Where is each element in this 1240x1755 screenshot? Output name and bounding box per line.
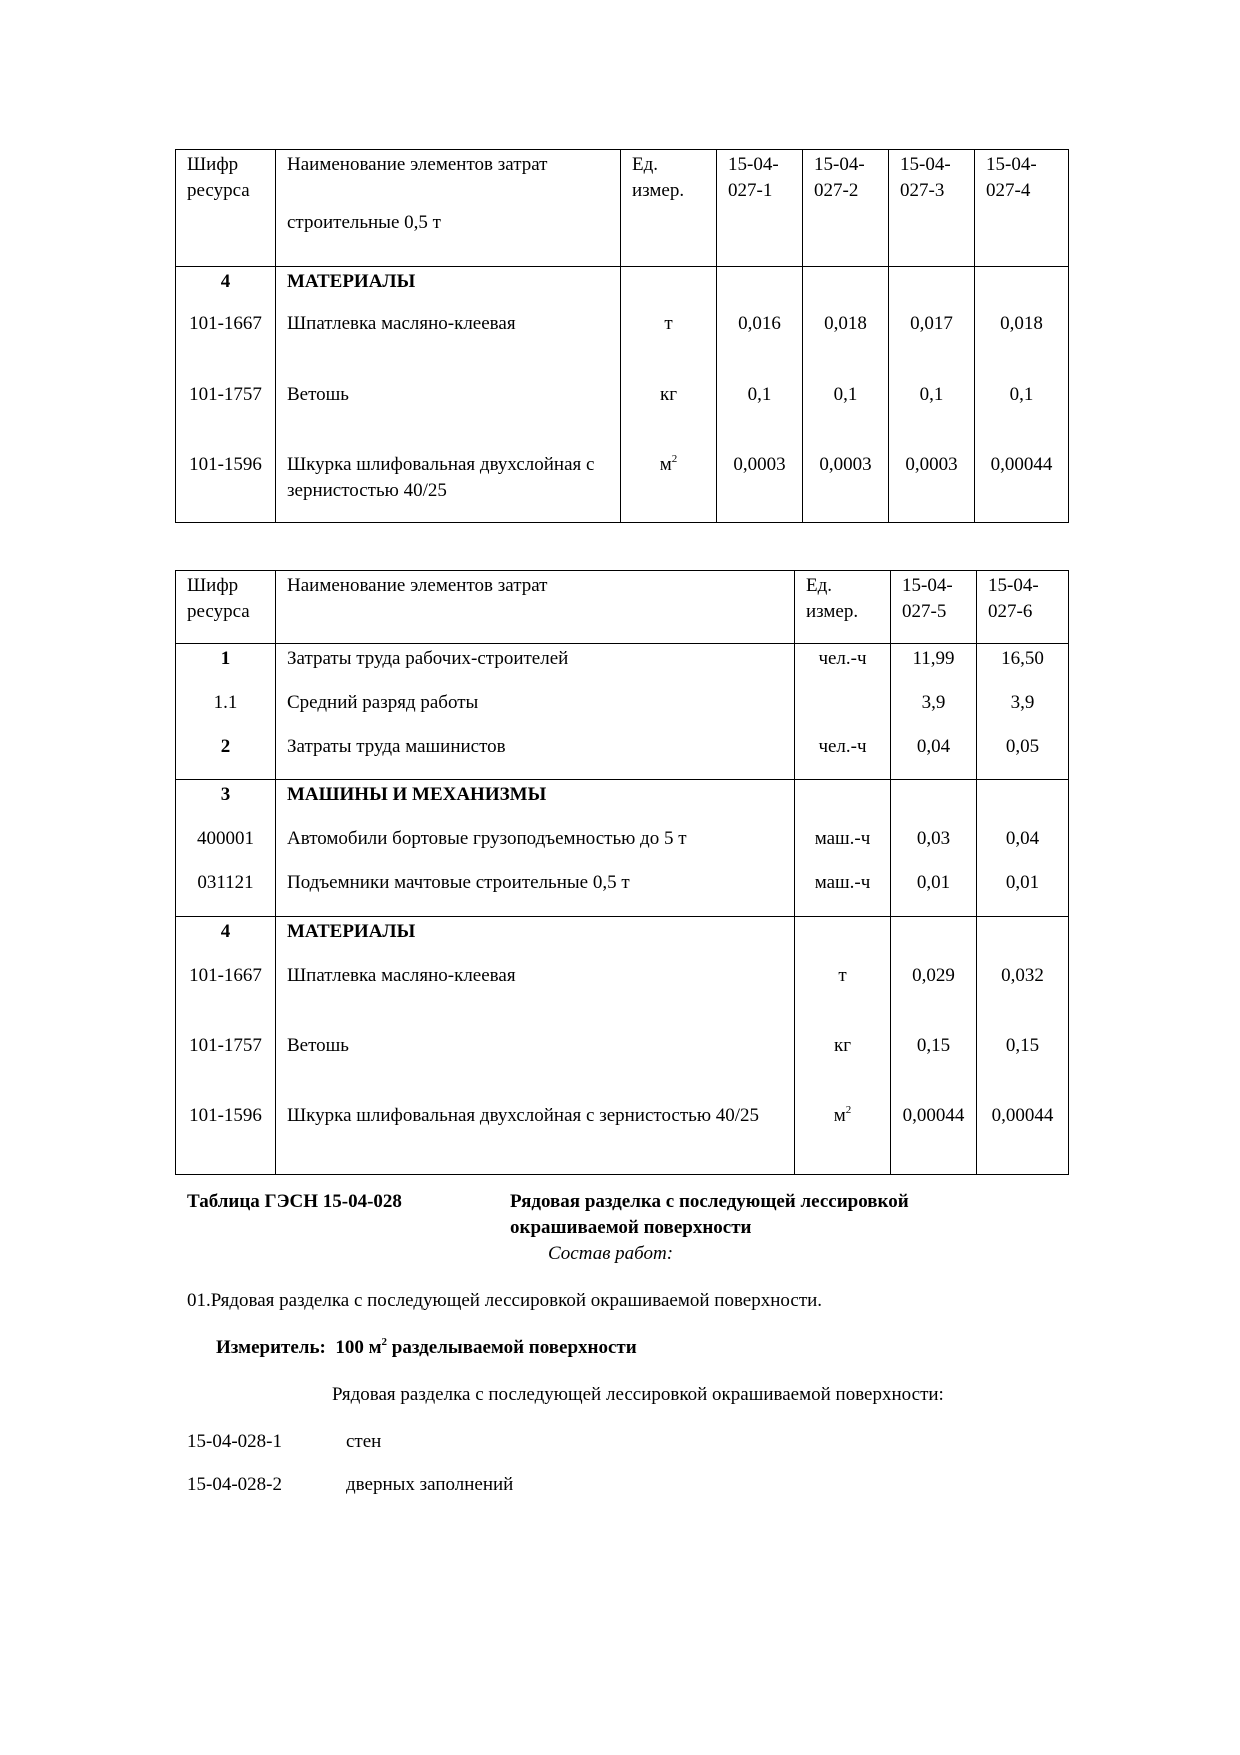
row-unit: маш.-ч — [795, 826, 891, 870]
table-label: Таблица ГЭСН 15-04-028 — [187, 1191, 402, 1212]
table-row — [176, 734, 1069, 780]
measure-line — [216, 1335, 637, 1361]
row-name: Ветошь — [276, 1033, 795, 1103]
header-name: Наименование элементов затрат — [276, 571, 795, 644]
table-header-row — [176, 571, 1069, 644]
row-name: Шкурка шлифовальная двухслойная с зернистостью 40/25 — [276, 1103, 795, 1175]
row-unit: кг — [621, 382, 717, 452]
row-name: Затраты труда рабочих-строителей — [276, 644, 795, 691]
row-value: 0,032 — [977, 963, 1069, 1033]
table-row — [176, 311, 1069, 382]
work-item: 01.Рядовая разделка с последующей лессировкой окрашиваемой поверхности. — [187, 1290, 823, 1311]
row-value: 0,0003 — [717, 452, 803, 523]
row-value: 0,00044 — [975, 452, 1069, 523]
row-value: 0,1 — [803, 382, 889, 452]
row-value: 0,04 — [977, 826, 1069, 870]
row-code: 101-1667 — [176, 311, 276, 382]
row-unit: чел.-ч — [795, 734, 891, 780]
row-unit: $м^2$ — [795, 1103, 891, 1175]
row-value: 0,1 — [889, 382, 975, 452]
section-row-machines — [176, 780, 1069, 827]
header-col-027-3: 15-04-027-3 — [889, 150, 975, 267]
item-code: 15-04-028-1 — [187, 1431, 282, 1452]
row-code: 101-1757 — [176, 1033, 276, 1103]
table-header-row — [176, 150, 1069, 267]
header-unit: Ед. измер. — [795, 571, 891, 644]
header-unit: Ед. измер. — [621, 150, 717, 267]
table-row — [176, 690, 1069, 734]
row-code: 101-1596 — [176, 1103, 276, 1175]
row-value: 0,01 — [891, 870, 977, 917]
measure-label: Измеритель: — [216, 1337, 326, 1358]
row-value: 0,1 — [717, 382, 803, 452]
row-value: 0,01 — [977, 870, 1069, 917]
row-code: 2 — [176, 734, 276, 780]
row-name: Средний разряд работы — [276, 690, 795, 734]
resource-table-027-1-4 — [175, 149, 1069, 523]
row-value: 0,018 — [975, 311, 1069, 382]
row-unit: т — [795, 963, 891, 1033]
row-name: Шпатлевка масляно-клеевая — [276, 311, 621, 382]
row-name: Затраты труда машинистов — [276, 734, 795, 780]
section-name: МАШИНЫ И МЕХАНИЗМЫ — [276, 780, 795, 827]
row-code: 1 — [176, 644, 276, 691]
row-unit: т — [621, 311, 717, 382]
item-code: 15-04-028-2 — [187, 1474, 282, 1495]
item-label: дверных заполнений — [346, 1474, 514, 1495]
row-name: Шкурка шлифовальная двухслойная с зернистостью 40/25 — [276, 452, 621, 523]
row-code: 1.1 — [176, 690, 276, 734]
composition-label: Состав работ: — [548, 1243, 674, 1264]
row-value: 0,04 — [891, 734, 977, 780]
header-col-027-4: 15-04-027-4 — [975, 150, 1069, 267]
row-value: 0,0003 — [889, 452, 975, 523]
header-col-027-2: 15-04-027-2 — [803, 150, 889, 267]
row-value: 0,15 — [891, 1033, 977, 1103]
row-unit: кг — [795, 1033, 891, 1103]
row-value: 0,017 — [889, 311, 975, 382]
row-code: 031121 — [176, 870, 276, 917]
row-value: 0,016 — [717, 311, 803, 382]
section-code: 4 — [176, 267, 276, 312]
row-value: 3,9 — [891, 690, 977, 734]
row-value: 0,029 — [891, 963, 977, 1033]
header-col-027-5: 15-04-027-5 — [891, 571, 977, 644]
section-name: МАТЕРИАЛЫ — [276, 917, 795, 964]
measure-unit: разделываемой поверхности — [391, 1337, 637, 1358]
section-title: Рядовая разделка с последующей лессировкой окрашиваемой поверхности — [510, 1191, 909, 1238]
header-col-027-6: 15-04-027-6 — [977, 571, 1069, 644]
header-code: Шифр ресурса — [176, 150, 276, 267]
row-unit: $м^2$ — [621, 452, 717, 523]
table-row — [176, 382, 1069, 452]
row-unit — [795, 690, 891, 734]
row-name: Ветошь — [276, 382, 621, 452]
row-code: 101-1757 — [176, 382, 276, 452]
header-col-027-1: 15-04-027-1 — [717, 150, 803, 267]
measure-amount: 100 м — [335, 1337, 382, 1358]
section-name: МАТЕРИАЛЫ — [276, 267, 621, 312]
item-label: стен — [346, 1431, 382, 1452]
row-value: 0,00044 — [891, 1103, 977, 1175]
header-carryover: строительные 0,5 т — [287, 212, 441, 233]
section-row-materials — [176, 917, 1069, 964]
row-value: 0,1 — [975, 382, 1069, 452]
row-code: 101-1667 — [176, 963, 276, 1033]
row-value: 0,0003 — [803, 452, 889, 523]
header-code: Шифр ресурса — [176, 571, 276, 644]
row-code: 400001 — [176, 826, 276, 870]
row-value: 0,018 — [803, 311, 889, 382]
row-code: 101-1596 — [176, 452, 276, 523]
row-unit: чел.-ч — [795, 644, 891, 691]
row-value: 3,9 — [977, 690, 1069, 734]
table-row — [176, 1033, 1069, 1103]
table-row — [176, 870, 1069, 917]
section-row-materials — [176, 267, 1069, 312]
row-name: Шпатлевка масляно-клеевая — [276, 963, 795, 1033]
table-row — [176, 963, 1069, 1033]
row-value: 0,15 — [977, 1033, 1069, 1103]
section-code: 4 — [176, 917, 276, 964]
section-code: 3 — [176, 780, 276, 827]
row-value: 0,00044 — [977, 1103, 1069, 1175]
row-value: 16,50 — [977, 644, 1069, 691]
table-row — [176, 826, 1069, 870]
row-name: Автомобили бортовые грузоподъемностью до 5 т — [276, 826, 795, 870]
row-unit: маш.-ч — [795, 870, 891, 917]
row-name: Подъемники мачтовые строительные 0,5 т — [276, 870, 795, 917]
table-row — [176, 452, 1069, 523]
measure-sup: 2 — [381, 1336, 388, 1348]
subtitle: Рядовая разделка с последующей лессировкой окрашиваемой поверхности: — [332, 1384, 944, 1405]
row-value: 11,99 — [891, 644, 977, 691]
resource-table-027-5-6 — [175, 570, 1069, 1175]
row-value: 0,03 — [891, 826, 977, 870]
header-name: Наименование элементов затрат строительные 0,5 т — [276, 150, 621, 267]
table-row — [176, 644, 1069, 691]
row-value: 0,05 — [977, 734, 1069, 780]
table-row — [176, 1103, 1069, 1175]
